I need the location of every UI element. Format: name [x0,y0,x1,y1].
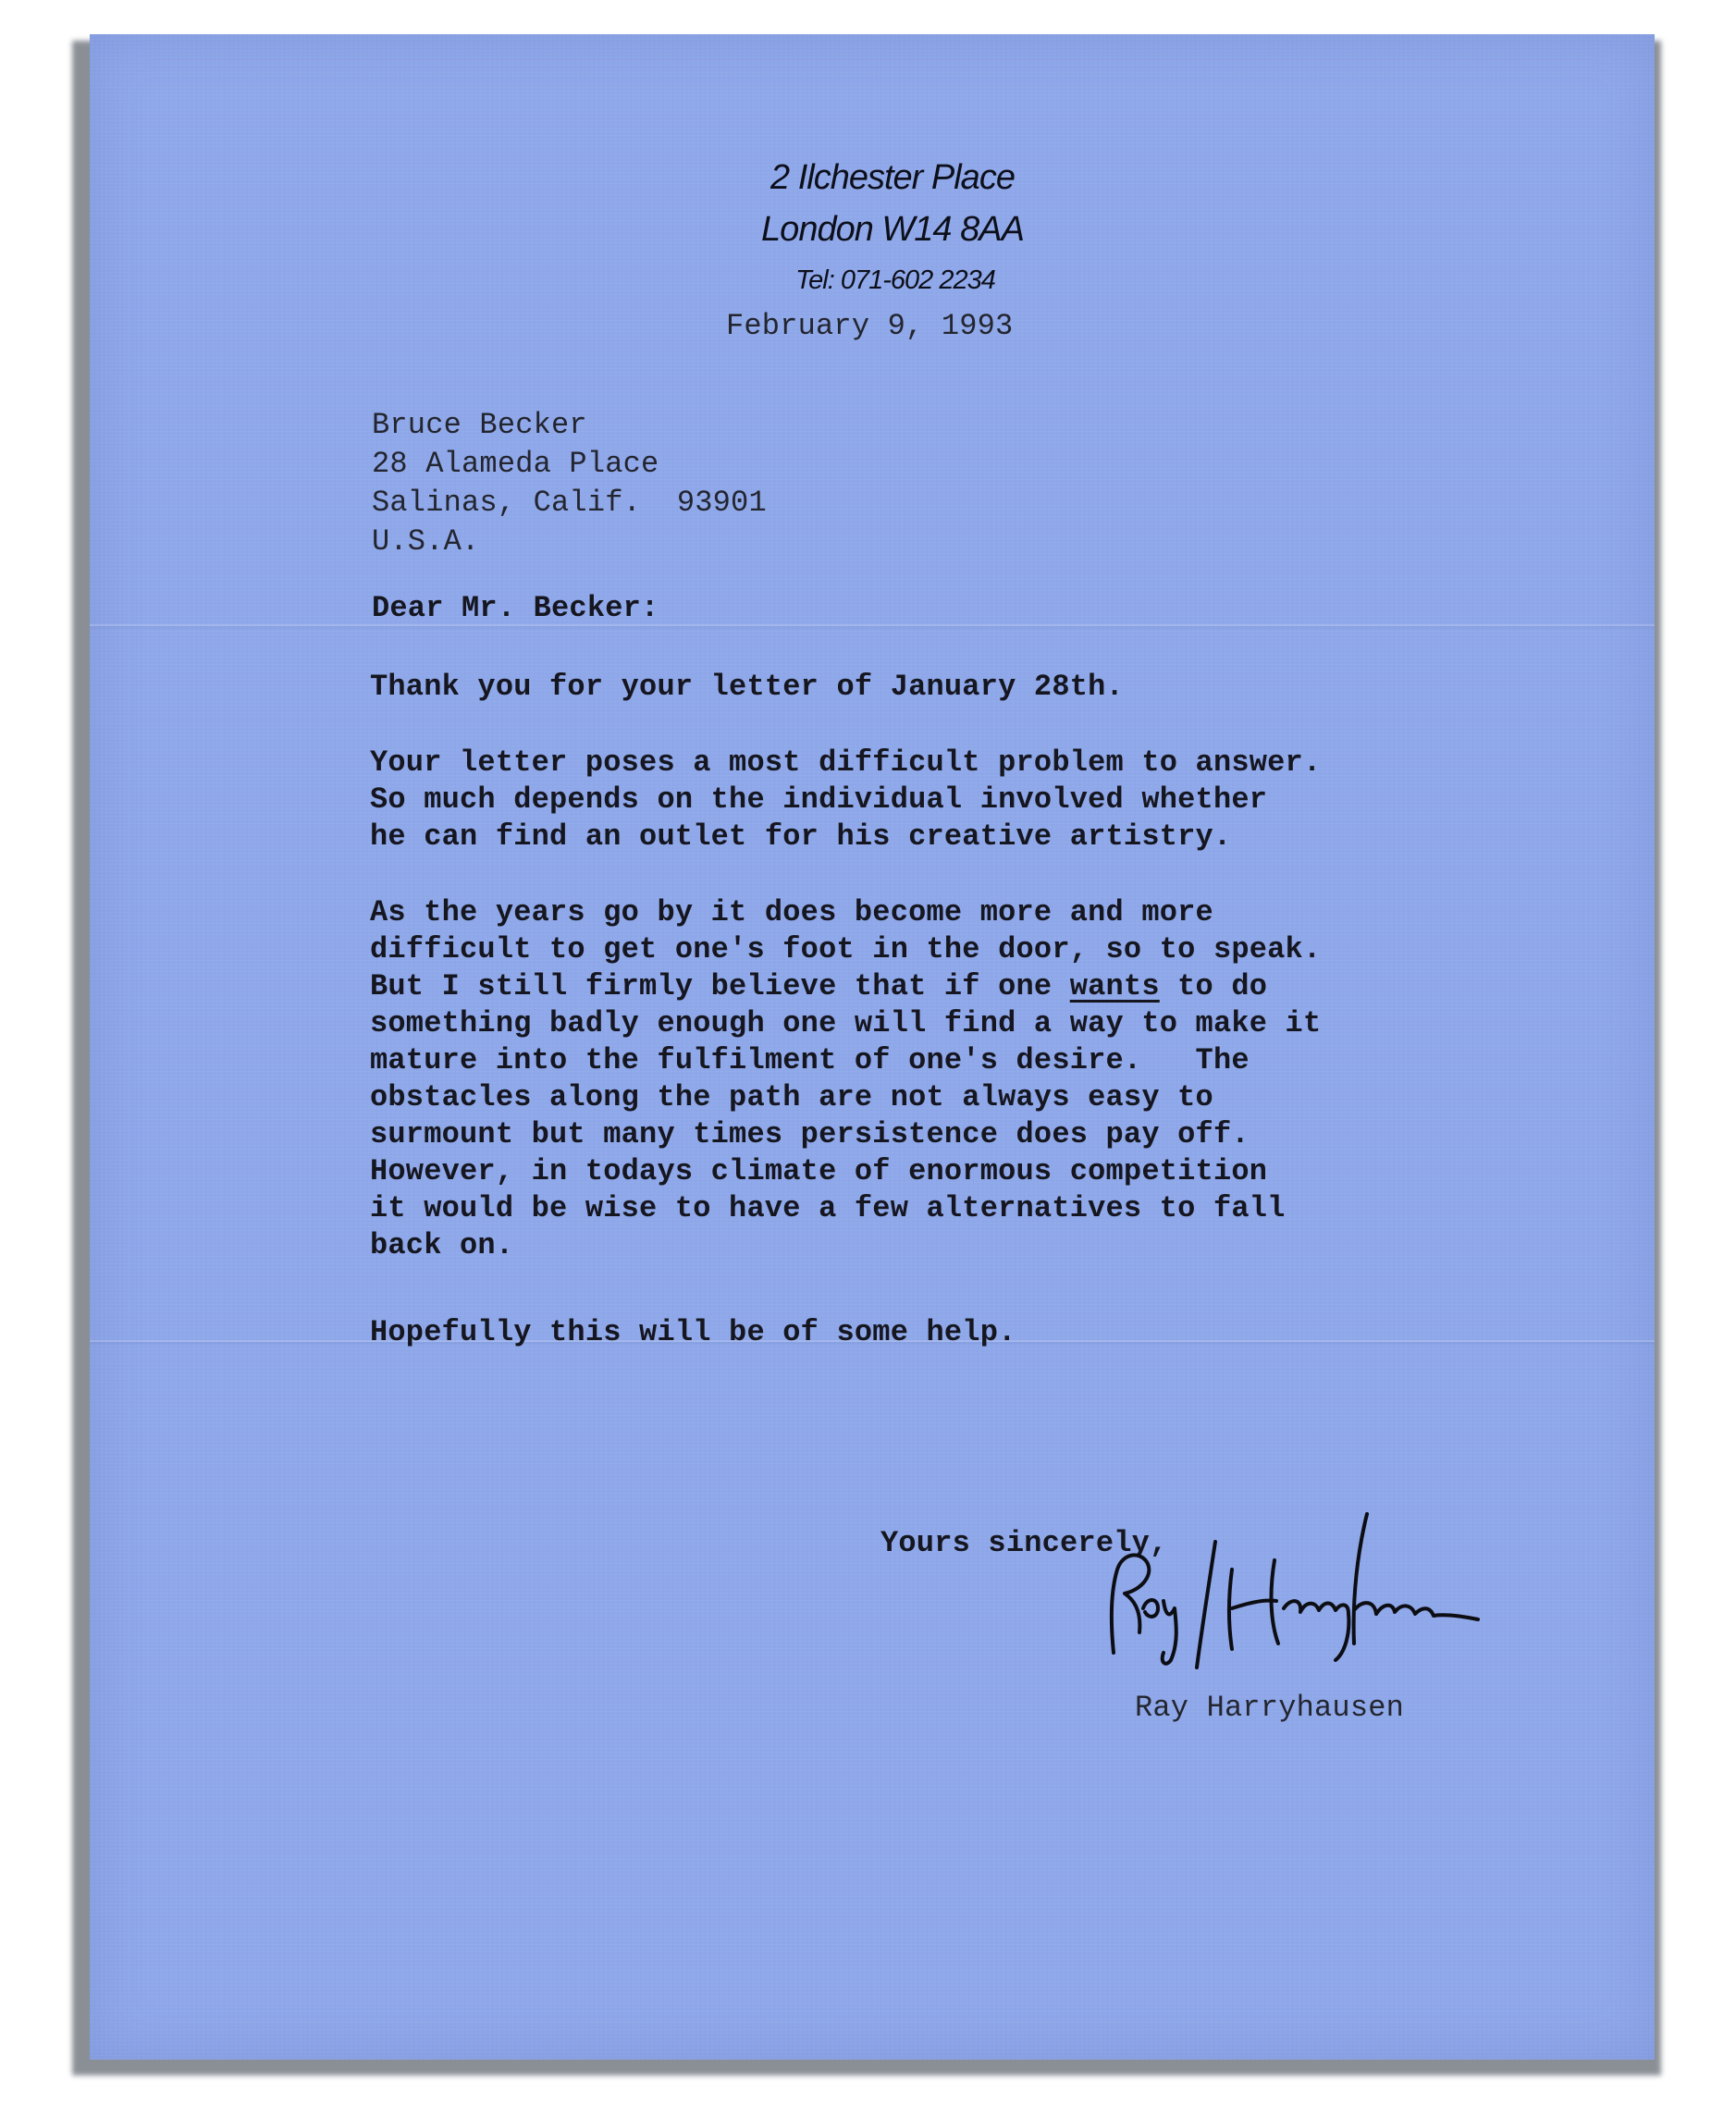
recipient-street: 28 Alameda Place [372,447,659,481]
letterhead-phone: Tel: 071-602 2234 [795,265,995,295]
handwritten-signature [1093,1505,1482,1680]
text-line: difficult to get one's foot in the door, so to speak. [370,932,1322,966]
text-line: obstacles along the path are not always easy to [370,1080,1213,1114]
recipient-address [372,406,767,561]
text-line: back on. [370,1228,514,1262]
text-line: surmount but many times persistence does pay off. [370,1117,1250,1151]
letterhead-city: London W14 8AA [761,210,1024,249]
salutation: Dear Mr. Becker: [372,591,659,625]
text-line: it would be wise to have a few alternatives to fall [370,1191,1286,1225]
recipient-city: Salinas, Calif. 93901 [372,486,767,520]
paragraph-1: Thank you for your letter of January 28th. [370,670,1124,704]
text-line: he can find an outlet for his creative artistry. [370,819,1232,854]
text-line: something badly enough one will find a way to make it [370,1006,1322,1040]
text-span: to do [1159,969,1268,1003]
paragraph-4: Hopefully this will be of some help. [370,1315,1016,1349]
text-line: So much depends on the individual involved whether [370,782,1268,817]
letter-date: February 9, 1993 [726,309,1014,343]
text-line: mature into the fulfilment of one's desire. The [370,1043,1250,1077]
closing: Yours sincerely, [880,1526,1168,1560]
text-span: But I still firmly believe that if one [370,969,1070,1003]
recipient-name: Bruce Becker [372,408,587,442]
text-line [370,968,1321,1005]
recipient-country: U.S.A. [372,524,480,559]
underlined-word: wants [1069,969,1160,1003]
text-line: However, in todays climate of enormous competition [370,1154,1268,1188]
letter-sheet [90,34,1655,2060]
signer-name: Ray Harryhausen [1135,1691,1405,1725]
paragraph-2 [370,745,1321,855]
paragraph-3 [370,894,1321,1264]
text-line: As the years go by it does become more and more [370,895,1213,929]
letterhead-street: 2 Ilchester Place [770,158,1015,197]
fold-line [90,624,1655,626]
letterhead [90,153,1655,304]
text-line: Your letter poses a most difficult problem to answer. [370,745,1322,780]
